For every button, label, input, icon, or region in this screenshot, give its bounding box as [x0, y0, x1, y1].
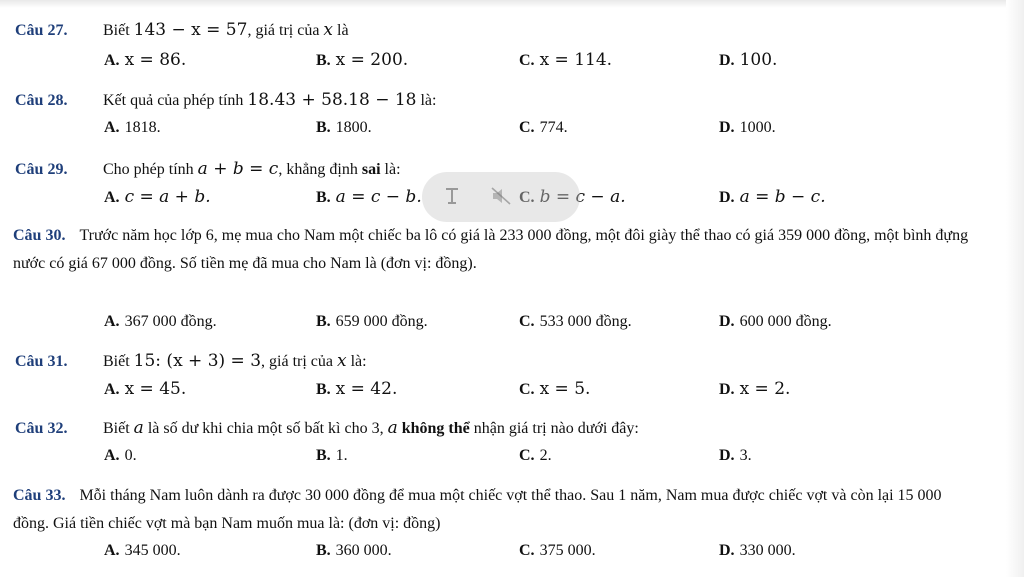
- option-a[interactable]: A. 0.: [104, 447, 137, 464]
- option-a[interactable]: A. 1818.: [104, 119, 161, 136]
- option-b[interactable]: B. x = 42.: [316, 379, 398, 399]
- question-stem: Câu 28. Kết quả của phép tính 18.43 + 58.18 − 18 là:: [15, 88, 436, 113]
- option-c[interactable]: C. 774.: [519, 119, 568, 136]
- question-stem: Câu 32. Biết a là số dư khi chia một số bất kì cho 3, a không thể nhận giá trị nào dưới đây:: [15, 416, 639, 441]
- question-number: Câu 29.: [15, 161, 68, 178]
- floating-toolbar-overlay[interactable]: [422, 172, 580, 222]
- option-d[interactable]: D. 100.: [719, 50, 778, 70]
- math-expression: 15: (x + 3) = 3: [133, 351, 262, 371]
- option-b[interactable]: B. 659 000 đồng.: [316, 313, 428, 330]
- math-expression: 18.43 + 58.18 − 18: [247, 90, 417, 110]
- page-edge-shadow: [1006, 0, 1024, 577]
- option-c[interactable]: C. 375 000.: [519, 542, 596, 559]
- option-a[interactable]: A. 367 000 đồng.: [104, 313, 217, 330]
- question-number: Câu 32.: [15, 420, 68, 437]
- options-row: [0, 116, 1000, 140]
- option-d[interactable]: D. 1000.: [719, 119, 776, 136]
- options-row: [0, 377, 1000, 401]
- option-d[interactable]: D. x = 2.: [719, 379, 791, 399]
- question-stem: Câu 31. Biết 15: (x + 3) = 3, giá trị của x là:: [15, 349, 367, 374]
- option-b[interactable]: B. 360 000.: [316, 542, 392, 559]
- option-d[interactable]: D. 3.: [719, 447, 752, 464]
- option-d[interactable]: D. a = b − c.: [719, 187, 826, 207]
- mute-icon[interactable]: [490, 186, 512, 211]
- options-row: [0, 539, 1000, 563]
- option-c[interactable]: C. 2.: [519, 447, 552, 464]
- question-number: Câu 31.: [15, 353, 68, 370]
- options-row: [0, 310, 1000, 334]
- option-d[interactable]: D. 600 000 đồng.: [719, 313, 832, 330]
- question-number: Câu 27.: [15, 22, 68, 39]
- math-expression: 143 − x = 57: [133, 20, 248, 40]
- question-number: Câu 33.: [13, 487, 66, 504]
- question-stem: Câu 30. Trước năm học lớp 6, mẹ mua cho Nam một chiếc ba lô có giá là 233 000 đồng, một đôi giày thể thao có giá 359 000 đồng, một bình đựng nước có giá 67 000 đồng. Số tiền mẹ đã mua cho Nam là (đơn vị: đồng).: [13, 222, 975, 278]
- question-stem: Câu 33. Mỗi tháng Nam luôn dành ra được 30 000 đồng để mua một chiếc vợt thể thao. Sau 1 năm, Nam mua được chiếc vợt và còn lại 15 000 đồng. Giá tiền chiếc vợt mà bạn Nam muốn mua là: (đơn vị: đồng): [13, 482, 975, 538]
- option-b[interactable]: B. 1.: [316, 447, 348, 464]
- option-c[interactable]: C. x = 5.: [519, 379, 591, 399]
- question-number: Câu 28.: [15, 92, 68, 109]
- option-b[interactable]: B. x = 200.: [316, 50, 409, 70]
- option-a[interactable]: A. 345 000.: [104, 542, 181, 559]
- option-c[interactable]: C. 533 000 đồng.: [519, 313, 632, 330]
- option-c[interactable]: C. x = 114.: [519, 50, 613, 70]
- option-a[interactable]: A. c = a + b.: [104, 187, 211, 207]
- top-edge-shadow: [0, 0, 1024, 8]
- option-b[interactable]: B. 1800.: [316, 119, 372, 136]
- option-d[interactable]: D. 330 000.: [719, 542, 796, 559]
- options-row: [0, 48, 1000, 72]
- math-expression: a + b = c: [197, 159, 279, 179]
- option-b[interactable]: B. a = c − b.: [316, 187, 422, 207]
- option-a[interactable]: A. x = 86.: [104, 50, 187, 70]
- options-row: [0, 444, 1000, 468]
- question-stem: Câu 27. Biết 143 − x = 57, giá trị của x là: [15, 18, 349, 43]
- question-number: Câu 30.: [13, 227, 66, 244]
- option-c[interactable]: C. b = c − a.: [519, 187, 626, 207]
- question-stem: Câu 29. Cho phép tính a + b = c, khẳng định sai là:: [15, 157, 401, 182]
- option-a[interactable]: A. x = 45.: [104, 379, 187, 399]
- text-select-icon[interactable]: [444, 186, 460, 211]
